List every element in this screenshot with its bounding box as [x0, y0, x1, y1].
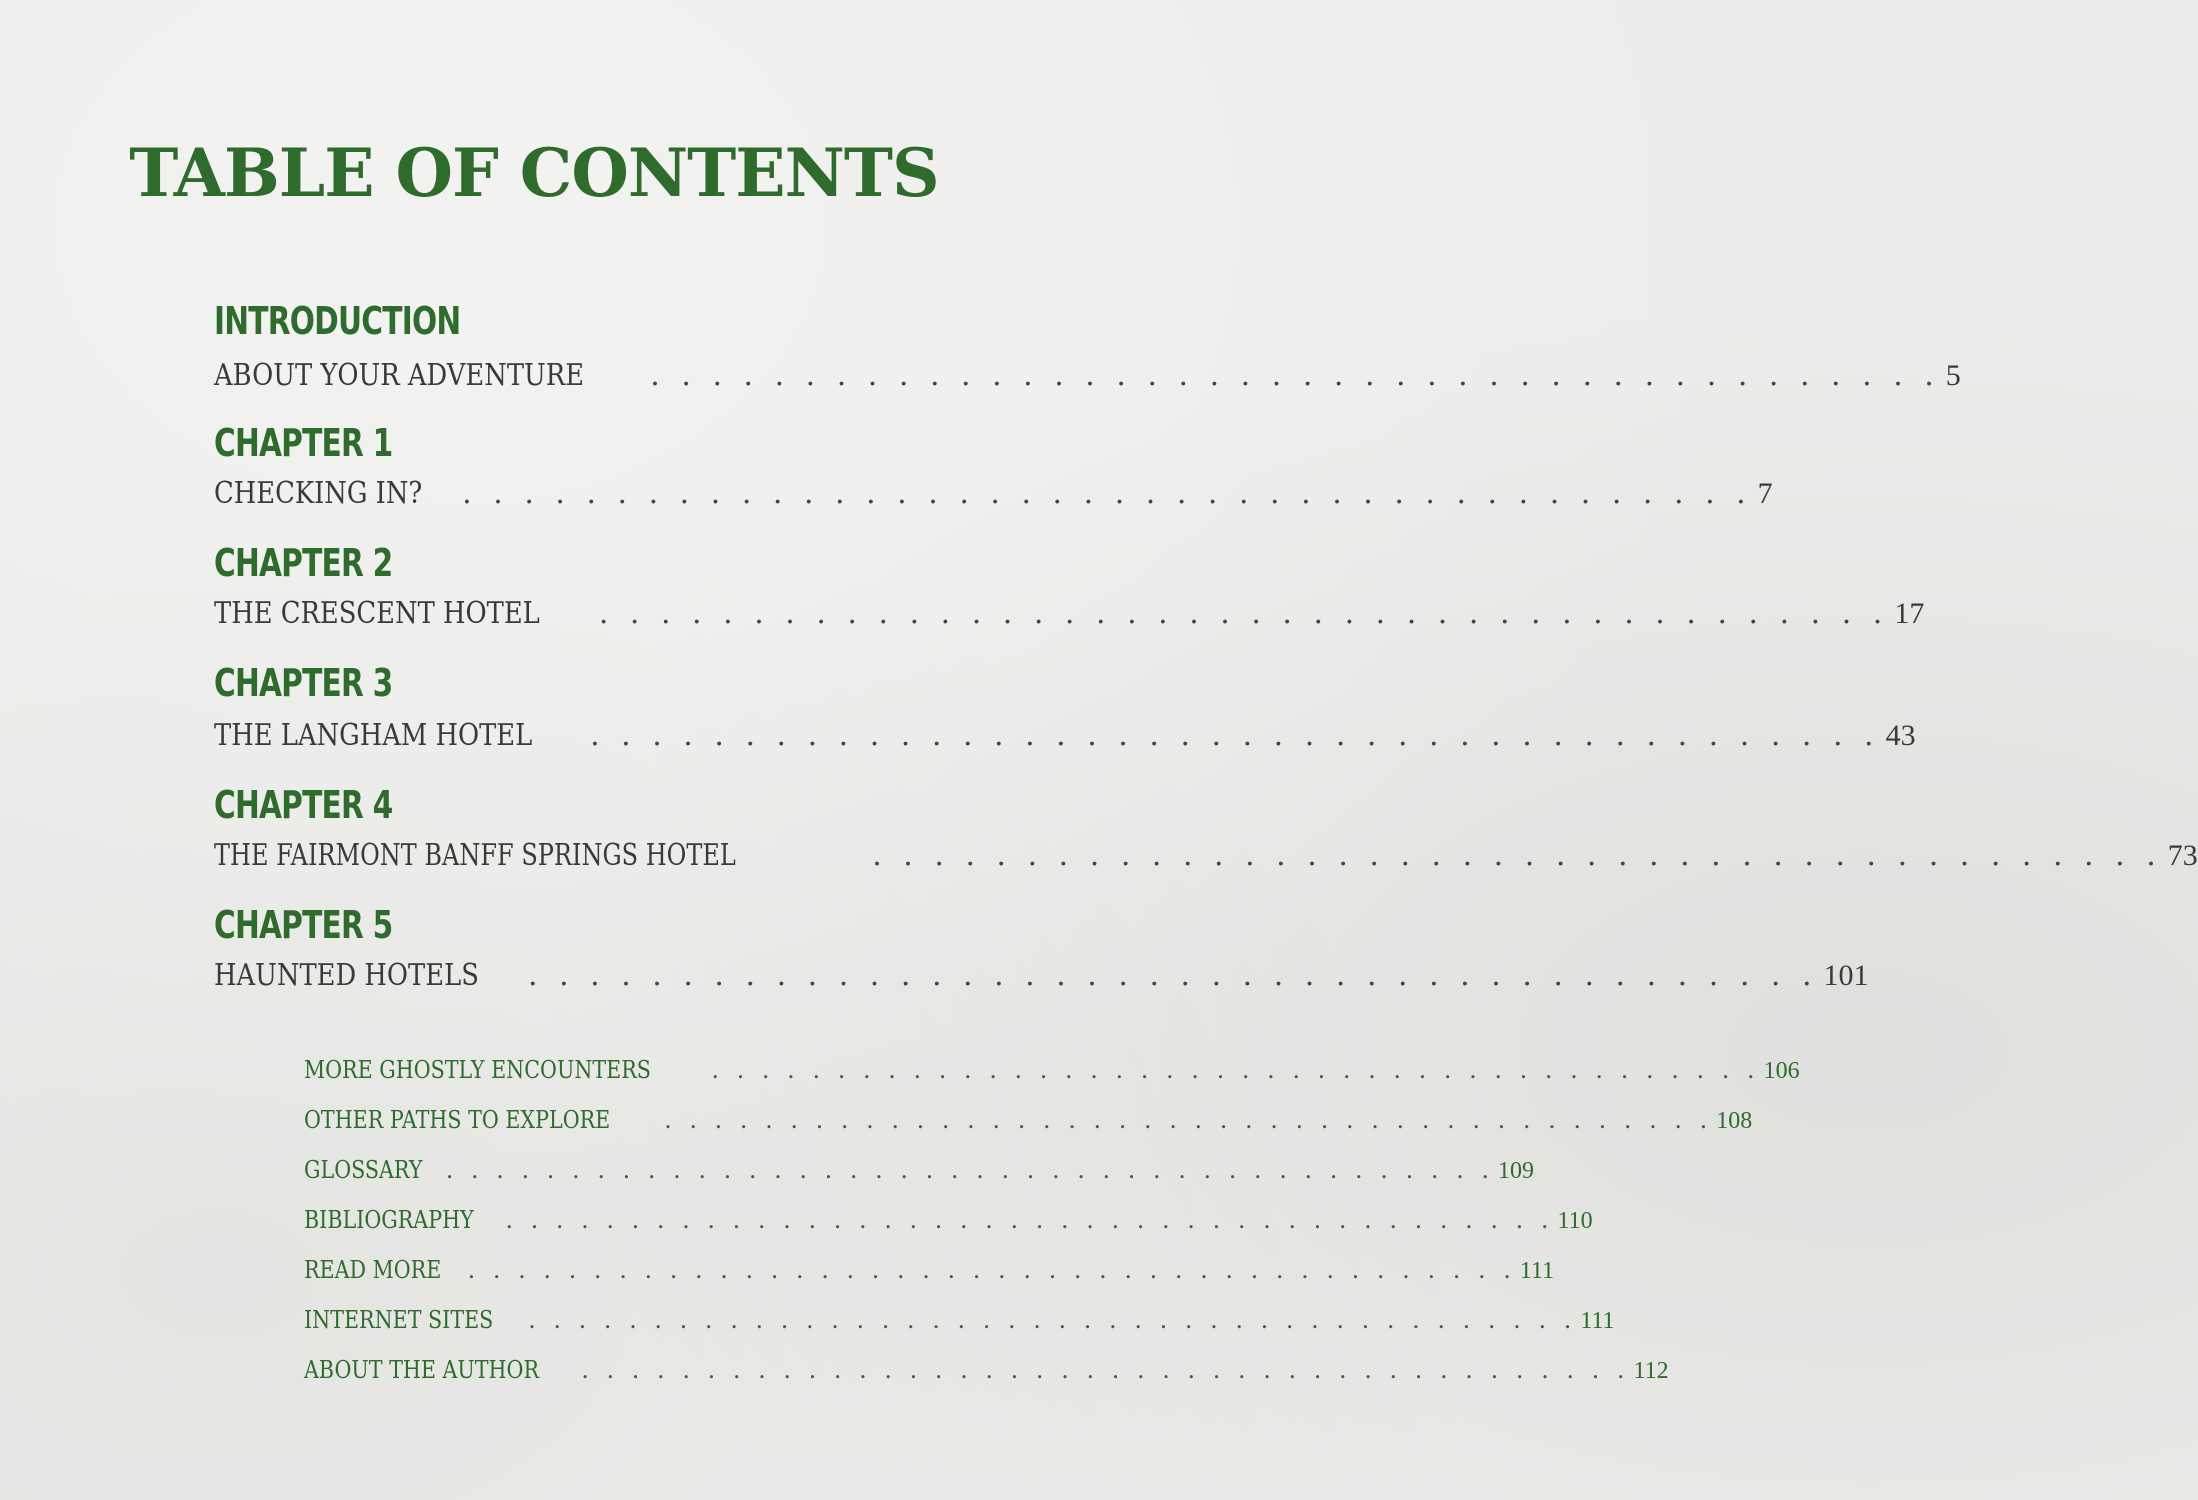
toc-entry-label: THE LANGHAM HOTEL [214, 718, 533, 753]
chapter-heading-1: CHAPTER 1 [214, 421, 393, 465]
toc-entry-label: HAUNTED HOTELS [214, 958, 479, 993]
back-matter-page: 106 [1763, 1058, 1800, 1084]
back-matter-label: ABOUT THE AUTHOR [304, 1356, 540, 1384]
dot-leader: . . . . . . . . . . . . . . . . . . . . . . . . . . . . . . . . . . . . . . . . . . [598, 596, 1889, 631]
back-matter-item[interactable] [304, 1250, 1555, 1290]
toc-entry-chapter-3[interactable] [214, 714, 1916, 758]
toc-entry-page: 101 [1823, 959, 1869, 992]
dot-leader: . . . . . . . . . . . . . . . . . . . . . . . . . . . . . . . . . . . . . . . . . . [445, 1156, 1494, 1184]
toc-entry-label: ABOUT YOUR ADVENTURE [214, 358, 585, 393]
dot-leader: . . . . . . . . . . . . . . . . . . . . . . . . . . . . . . . . . . . . . . . . . . [872, 838, 2162, 873]
toc-entry-introduction[interactable] [214, 354, 1961, 398]
dot-leader: . . . . . . . . . . . . . . . . . . . . . . . . . . . . . . . . . . . . . . . . . . [650, 358, 1940, 393]
toc-entry-label: CHECKING IN? [214, 476, 423, 511]
chapter-heading-4: CHAPTER 4 [214, 783, 393, 827]
dot-leader: . . . . . . . . . . . . . . . . . . . . . . . . . . . . . . . . . . . . . . . . . . [505, 1206, 1554, 1234]
back-matter-page: 109 [1497, 1158, 1534, 1184]
chapter-heading-2: CHAPTER 2 [214, 541, 393, 585]
back-matter-label: GLOSSARY [304, 1156, 423, 1184]
back-matter-item[interactable] [304, 1200, 1593, 1240]
toc-entry-chapter-2[interactable] [214, 592, 1925, 636]
page-title: TABLE OF CONTENTS [129, 134, 939, 212]
dot-leader: . . . . . . . . . . . . . . . . . . . . . . . . . . . . . . . . . . . . . . . . . . [581, 1356, 1630, 1384]
toc-entry-chapter-1[interactable] [214, 472, 1773, 516]
toc-entry-label: THE FAIRMONT BANFF SPRINGS HOTEL [214, 838, 736, 873]
back-matter-item[interactable] [304, 1050, 1800, 1090]
toc-entry-label: THE CRESCENT HOTEL [214, 596, 540, 631]
dot-leader: . . . . . . . . . . . . . . . . . . . . . . . . . . . . . . . . . . . . . . . . . . [664, 1106, 1713, 1134]
back-matter-item[interactable] [304, 1300, 1615, 1340]
back-matter-label: INTERNET SITES [304, 1306, 494, 1334]
toc-entry-page: 5 [1945, 359, 1961, 392]
toc-entry-page: 17 [1894, 597, 1925, 630]
back-matter-label: MORE GHOSTLY ENCOUNTERS [304, 1056, 651, 1084]
dot-leader: . . . . . . . . . . . . . . . . . . . . . . . . . . . . . . . . . . . . . . . . . . [528, 1306, 1577, 1334]
back-matter-page: 110 [1557, 1208, 1593, 1234]
back-matter-label: OTHER PATHS TO EXPLORE [304, 1106, 611, 1134]
back-matter-page: 111 [1519, 1258, 1555, 1284]
dot-leader: . . . . . . . . . . . . . . . . . . . . . . . . . . . . . . . . . . . . . . . . . . [711, 1056, 1760, 1084]
dot-leader: . . . . . . . . . . . . . . . . . . . . . . . . . . . . . . . . . . . . . . . . . . [528, 958, 1818, 993]
chapter-heading-5: CHAPTER 5 [214, 903, 393, 947]
back-matter-item[interactable] [304, 1150, 1534, 1190]
back-matter-item[interactable] [304, 1100, 1753, 1140]
back-matter-item[interactable] [304, 1350, 1669, 1390]
dot-leader: . . . . . . . . . . . . . . . . . . . . . . . . . . . . . . . . . . . . . . . . . . [467, 1256, 1516, 1284]
back-matter-label: BIBLIOGRAPHY [304, 1206, 474, 1234]
back-matter-label: READ MORE [304, 1256, 442, 1284]
back-matter-page: 111 [1580, 1308, 1615, 1334]
chapter-heading-introduction: INTRODUCTION [214, 299, 461, 343]
toc-entry-chapter-5[interactable] [214, 954, 1869, 998]
toc-entry-page: 73 [2167, 839, 2198, 872]
back-matter-page: 112 [1633, 1358, 1669, 1384]
chapter-heading-3: CHAPTER 3 [214, 661, 393, 705]
dot-leader: . . . . . . . . . . . . . . . . . . . . . . . . . . . . . . . . . . . . . . . . . . [590, 718, 1880, 753]
back-matter-page: 108 [1716, 1108, 1753, 1134]
toc-entry-page: 43 [1885, 719, 1916, 752]
toc-entry-chapter-4[interactable] [214, 834, 2198, 878]
toc-entry-page: 7 [1757, 477, 1773, 510]
dot-leader: . . . . . . . . . . . . . . . . . . . . . . . . . . . . . . . . . . . . . . . . . . [462, 476, 1752, 511]
